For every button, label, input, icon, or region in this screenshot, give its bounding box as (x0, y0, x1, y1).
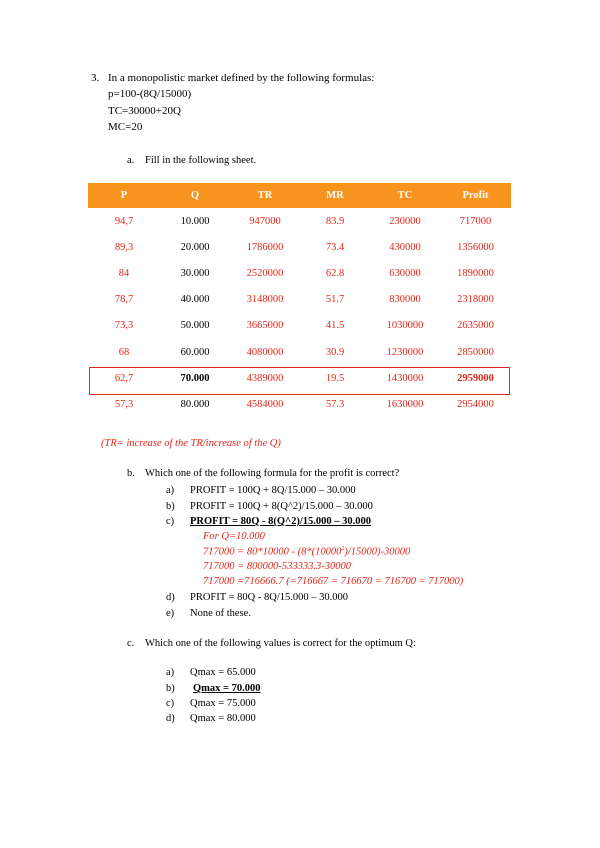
cell-tr: 2520000 (246, 267, 284, 279)
cell-tc: 1430000 (386, 372, 424, 384)
cell-tc: 1630000 (386, 398, 424, 410)
option-letter: d) (166, 592, 175, 603)
cell-q: 20.000 (180, 241, 210, 253)
cell-p: 57,3 (114, 398, 134, 410)
table-row (88, 339, 511, 365)
table-row (88, 234, 511, 260)
option-letter: a) (166, 667, 175, 678)
cell-profit: 2954000 (457, 398, 494, 410)
work-line-2-part-a: 717000 = 80*10000 - (8*(10000 (203, 546, 342, 558)
option-letter: b) (166, 501, 175, 512)
work-line-3: 717000 = 800000-533333.3-30000 (203, 561, 351, 572)
option-letter: b) (166, 683, 175, 694)
work-line-2-part-b: )/15000)-30000 (344, 546, 411, 558)
qmax-option-c: Qmax = 75.000 (190, 698, 256, 709)
header-mr: MR (300, 183, 370, 208)
cell-tc: 830000 (389, 294, 421, 306)
cell-profit: 2635000 (457, 320, 494, 332)
option-letter: c) (166, 516, 175, 527)
cell-mr: 19.5 (325, 372, 345, 384)
cell-q: 50.000 (180, 320, 210, 332)
header-tc: TC (370, 183, 440, 208)
cell-profit: 717000 (459, 215, 492, 227)
tr-note: (TR= increase of the TR/increase of the Q) (101, 438, 281, 449)
table-row (88, 391, 511, 417)
header-tr: TR (230, 183, 300, 208)
cell-p: 78,7 (114, 294, 134, 306)
cell-tc: 230000 (389, 215, 421, 227)
cell-profit: 2318000 (457, 294, 494, 306)
cell-mr: 51.7 (325, 294, 345, 306)
sheet-header-row (88, 183, 511, 208)
formula-price: p=100-(8Q/15000) (108, 88, 192, 100)
table-row-optimum (88, 365, 511, 391)
cell-p: 62,7 (114, 372, 134, 384)
part-a-letter: a. (127, 155, 135, 166)
cell-tr: 4389000 (246, 372, 284, 384)
profit-option-d: PROFIT = 80Q - 8Q/15.000 – 30.000 (190, 592, 348, 603)
table-row (88, 260, 511, 286)
work-line-2-exponent: 2 (341, 546, 345, 552)
cell-tr: 3148000 (246, 294, 284, 306)
work-line-1: For Q=10.000 (203, 531, 265, 542)
part-a-text: Fill in the following sheet. (145, 155, 257, 166)
cell-profit: 1356000 (457, 241, 494, 253)
cell-profit: 2850000 (457, 346, 494, 358)
header-profit: Profit (440, 183, 511, 208)
cell-profit: 1890000 (457, 267, 494, 279)
formula-marginal-cost: MC=20 (108, 121, 143, 133)
cell-q: 70.000 (180, 372, 210, 384)
cell-q: 60.000 (180, 346, 210, 358)
qmax-option-d: Qmax = 80.000 (190, 713, 256, 724)
cell-q: 10.000 (180, 215, 210, 227)
qmax-option-a: Qmax = 65.000 (190, 667, 256, 678)
cell-q: 40.000 (180, 294, 210, 306)
profit-option-b: PROFIT = 100Q + 8(Q^2)/15.000 – 30.000 (190, 501, 373, 512)
qmax-option-b-correct: Qmax = 70.000 (193, 683, 261, 694)
cell-p: 94,7 (114, 215, 134, 227)
table-row (88, 313, 511, 339)
option-letter: c) (166, 698, 175, 709)
work-line-2 (203, 546, 410, 558)
header-q: Q (160, 183, 230, 208)
cell-tc: 430000 (389, 241, 421, 253)
cell-tr: 947000 (249, 215, 281, 227)
cell-tr: 4080000 (246, 346, 284, 358)
cell-tc: 1230000 (386, 346, 424, 358)
cell-p: 84 (118, 267, 130, 279)
option-letter: e) (166, 608, 175, 619)
option-letter: d) (166, 713, 175, 724)
profit-option-a: PROFIT = 100Q + 8Q/15.000 – 30.000 (190, 485, 356, 496)
profit-option-e: None of these. (190, 608, 251, 619)
cell-mr: 83.9 (325, 215, 345, 227)
part-b-text: Which one of the following formula for the profit is correct? (145, 468, 400, 479)
cell-tr: 3665000 (246, 320, 284, 332)
option-letter: a) (166, 485, 175, 496)
profit-option-c-correct: PROFIT = 80Q - 8(Q^2)/15.000 – 30.000 (190, 516, 372, 527)
profit-sheet-table (88, 183, 511, 418)
question-intro: In a monopolistic market defined by the following formulas: (108, 72, 375, 84)
cell-tr: 1786000 (246, 241, 284, 253)
cell-p: 89,3 (114, 241, 134, 253)
part-b-letter: b. (127, 468, 135, 479)
part-c-text: Which one of the following values is correct for the optimum Q: (145, 638, 416, 649)
table-row (88, 208, 511, 234)
cell-mr: 62.8 (325, 267, 345, 279)
header-p: P (88, 183, 160, 208)
cell-tr: 4584000 (246, 398, 284, 410)
formula-total-cost: TC=30000+20Q (108, 105, 181, 117)
cell-profit: 2959000 (457, 372, 494, 384)
cell-q: 30.000 (180, 267, 210, 279)
cell-p: 73,3 (114, 320, 134, 332)
question-number: 3. (91, 72, 100, 84)
cell-mr: 57.3 (325, 398, 345, 410)
cell-q: 80.000 (180, 398, 210, 410)
cell-p: 68 (118, 346, 130, 358)
cell-tc: 630000 (389, 267, 421, 279)
cell-mr: 30.9 (325, 346, 345, 358)
cell-tc: 1030000 (386, 320, 424, 332)
cell-mr: 73.4 (325, 241, 345, 253)
work-line-4: 717000 =716666.7 (=716667 = 716670 = 716700 = 717000) (203, 576, 464, 587)
part-c-letter: c. (127, 638, 135, 649)
table-row (88, 287, 511, 313)
cell-mr: 41.5 (325, 320, 345, 332)
